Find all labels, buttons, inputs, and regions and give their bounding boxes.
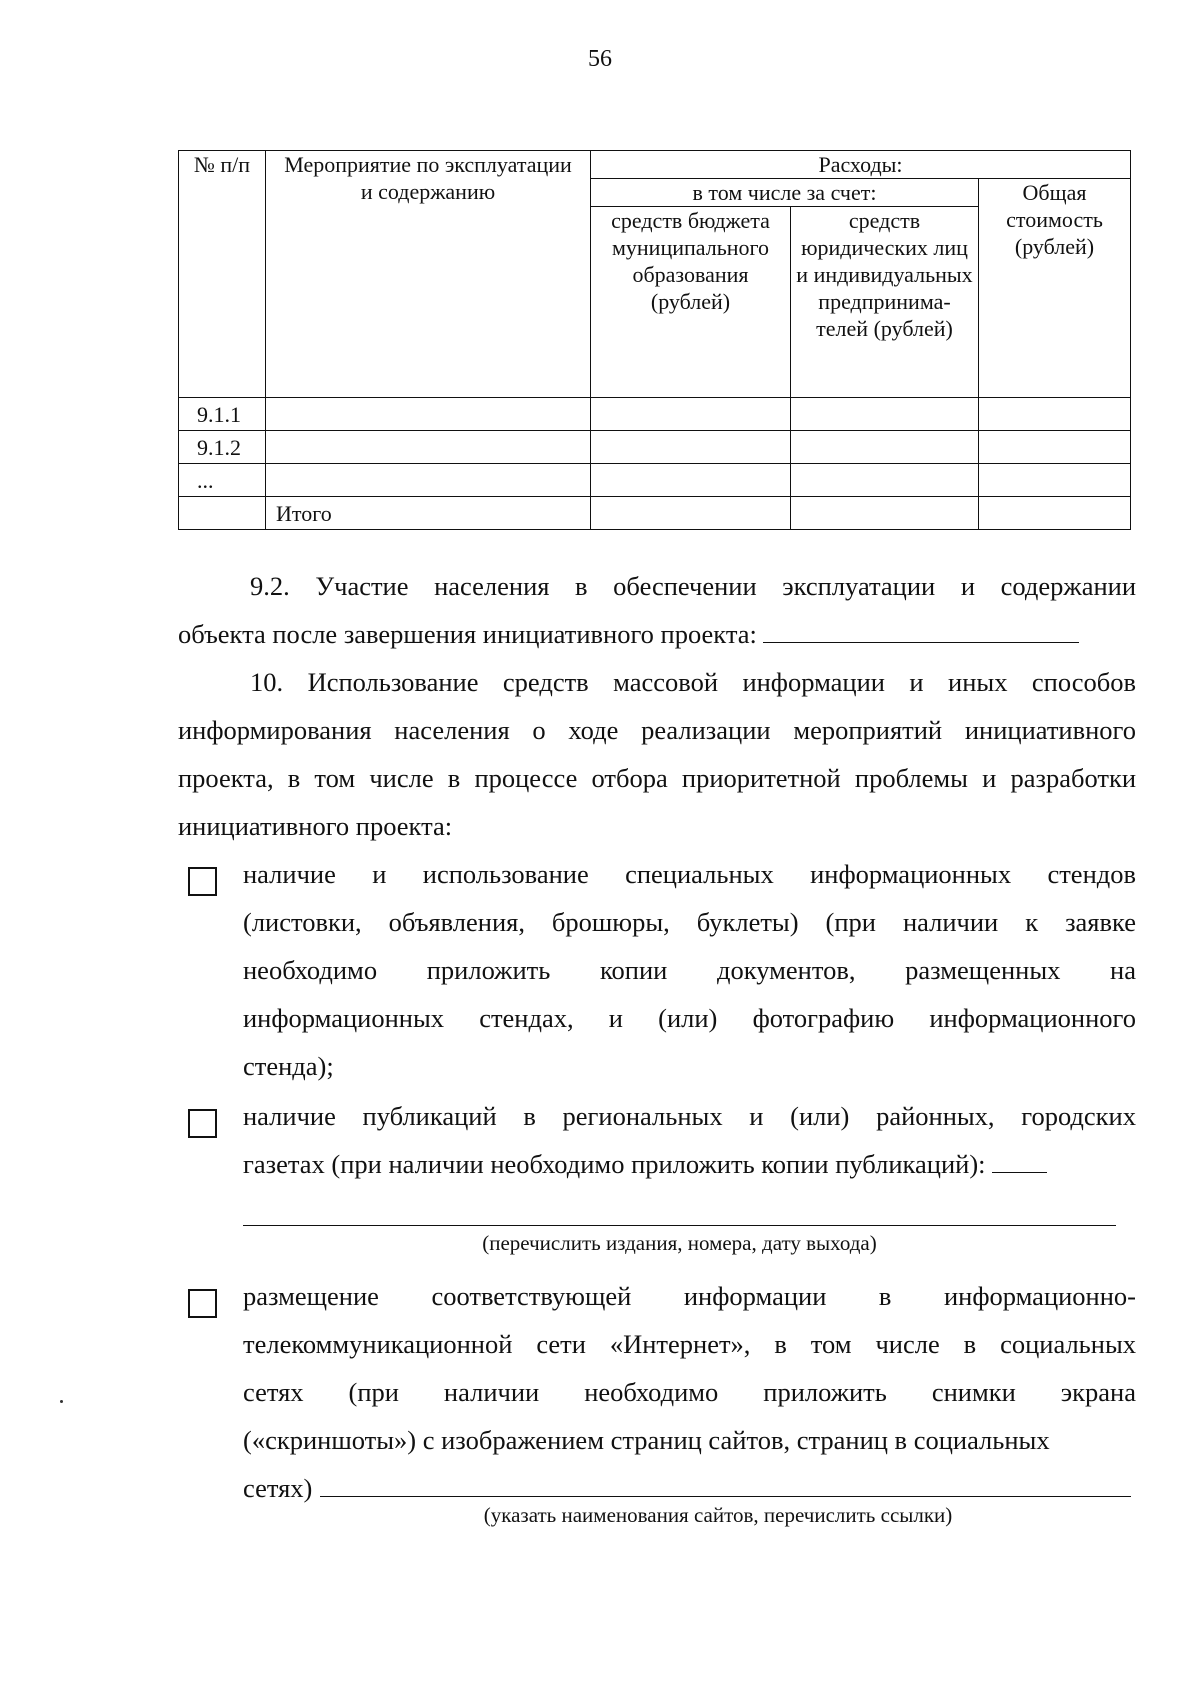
scan-speck — [60, 1400, 63, 1403]
cell-budget — [591, 464, 791, 497]
stands-line5: стенда); — [243, 1051, 334, 1081]
expenses-table — [178, 150, 1131, 530]
row-event — [266, 464, 591, 497]
section-9-2-text: объекта после завершения инициативного проекта: — [178, 619, 757, 649]
cell-budget — [591, 398, 791, 431]
row-number: 9.1.2 — [179, 431, 266, 464]
row-number — [179, 497, 266, 530]
internet-line1: размещение соответствующей информации в информационно- — [243, 1281, 1136, 1311]
header-budget: средств бюджета муниципального образования (рублей) — [591, 207, 791, 398]
cell-total — [979, 497, 1131, 530]
row-number: ... — [179, 464, 266, 497]
header-including: в том числе за счет: — [591, 179, 979, 207]
row-event — [266, 431, 591, 464]
newspapers-blank-line[interactable] — [243, 1225, 1116, 1226]
cell-legal — [791, 398, 979, 431]
cell-legal — [791, 431, 979, 464]
header-event: Мероприятие по эксплуатации и содержанию — [266, 151, 591, 398]
section-10-line3: проекта, в том числе в процессе отбора приоритетной проблемы и разработки — [178, 763, 1136, 793]
internet-blank-field[interactable] — [320, 1495, 1131, 1497]
section-10-line2: информирования населения о ходе реализации мероприятий инициативного — [178, 715, 1136, 745]
section-9-2-line1: 9.2. Участие населения в обеспечении эксплуатации и содержании — [250, 571, 1136, 601]
newspapers-line1: наличие публикаций в региональных и (или) районных, городских — [243, 1101, 1136, 1131]
internet-line4: («скриншоты») с изображением страниц сайтов, страниц в социальных — [243, 1425, 1050, 1455]
cell-total — [979, 464, 1131, 497]
internet-line2: телекоммуникационной сети «Интернет», в том числе в социальных — [243, 1329, 1136, 1359]
cell-legal — [791, 464, 979, 497]
cell-total — [979, 431, 1131, 464]
table-row — [179, 398, 1131, 431]
row-event-total: Итого — [266, 497, 591, 530]
section-10-line1: 10. Использование средств массовой информации и иных способов — [250, 667, 1136, 697]
table-row — [179, 497, 1131, 530]
stands-line1: наличие и использование специальных информационных стендов — [243, 859, 1136, 889]
section-9-2-line2 — [178, 610, 1136, 658]
stands-line3: необходимо приложить копии документов, размещенных на — [243, 955, 1136, 985]
row-event — [266, 398, 591, 431]
cell-total — [979, 398, 1131, 431]
section-10-line4: инициативного проекта: — [178, 811, 453, 841]
cell-budget — [591, 497, 791, 530]
newspapers-checkbox[interactable] — [188, 1109, 217, 1138]
header-expenses: Расходы: — [591, 151, 1131, 179]
newspapers-text: газетах (при наличии необходимо приложить копии публикаций): — [243, 1149, 986, 1179]
header-total: Общая стоимость (рублей) — [979, 179, 1131, 398]
internet-line3: сетях (при наличии необходимо приложить снимки экрана — [243, 1377, 1136, 1407]
stands-line2: (листовки, объявления, брошюры, буклеты) (при наличии к заявке — [243, 907, 1136, 937]
table-row — [179, 464, 1131, 497]
stands-line4: информационных стендах, и (или) фотографию информационного — [243, 1003, 1136, 1033]
stands-checkbox[interactable] — [188, 867, 217, 896]
internet-caption: (указать наименования сайтов, перечислить ссылки) — [483, 1503, 953, 1527]
header-num: № п/п — [179, 151, 266, 398]
newspapers-caption: (перечислить издания, номера, дату выхода) — [482, 1231, 877, 1255]
participation-blank-field[interactable] — [763, 641, 1079, 643]
table-row — [179, 431, 1131, 464]
row-number: 9.1.1 — [179, 398, 266, 431]
internet-checkbox[interactable] — [188, 1289, 217, 1318]
cell-legal — [791, 497, 979, 530]
internet-text: сетях) — [243, 1473, 313, 1503]
cell-budget — [591, 431, 791, 464]
newspapers-blank-field[interactable] — [992, 1171, 1047, 1173]
newspapers-line2 — [243, 1140, 1136, 1188]
page-number: 56 — [588, 46, 612, 72]
header-legal: средств юридических лиц и индивидуальных предпринима-телей (рублей) — [791, 207, 979, 398]
